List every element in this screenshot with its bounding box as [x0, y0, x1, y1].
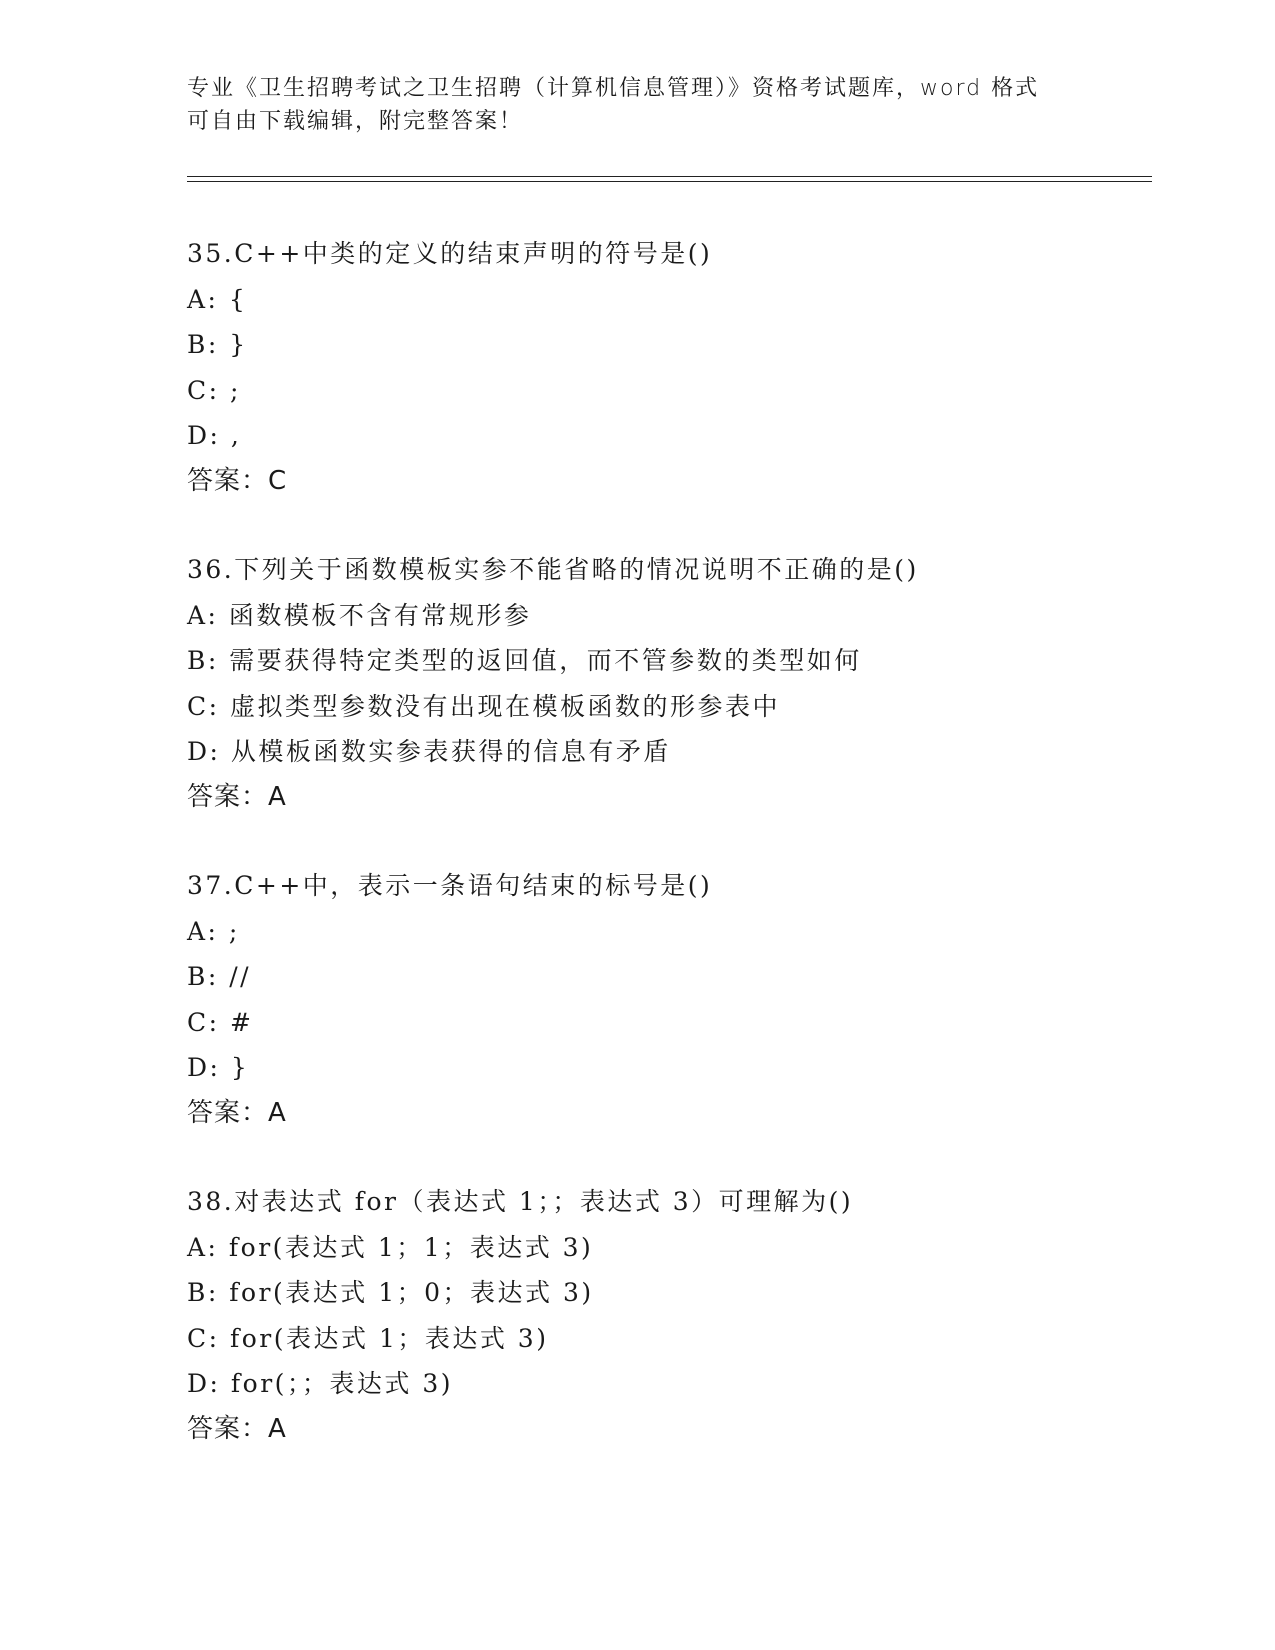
answer: 答案：A [187, 781, 287, 812]
option-c: C: ; [187, 375, 241, 405]
option-a: A: ; [187, 916, 240, 946]
question-stem: 37.C++中，表示一条语句结束的标号是() [187, 871, 713, 900]
question-35 [187, 231, 1147, 504]
answer: 答案：A [187, 1097, 287, 1128]
option-a: A: { [187, 284, 248, 314]
option-b: B: 需要获得特定类型的返回值，而不管参数的类型如何 [187, 646, 862, 675]
header-rule-top [187, 176, 1152, 177]
document-header [187, 72, 1087, 138]
answer: 答案：A [187, 1413, 287, 1444]
question-38 [187, 1179, 1147, 1452]
option-b: B: // [187, 962, 252, 991]
option-b: B: } [187, 330, 248, 359]
option-d: D: 从模板函数实参表获得的信息有矛盾 [187, 737, 671, 766]
option-c: C: for(表达式 1；表达式 3) [187, 1323, 549, 1353]
header-line-1: 专业《卫生招聘考试之卫生招聘（计算机信息管理）》资格考试题库，word 格式 [187, 76, 1040, 101]
option-d: D: , [187, 421, 242, 450]
option-c: C: # [187, 1007, 254, 1037]
option-b: B: for(表达式 1；0；表达式 3) [187, 1278, 594, 1307]
option-a: A: 函数模板不含有常规形参 [187, 600, 532, 630]
header-line-2: 可自由下载编辑，附完整答案！ [187, 109, 524, 134]
question-stem: 35.C++中类的定义的结束声明的符号是() [187, 239, 713, 268]
option-c: C: 虚拟类型参数没有出现在模板函数的形参表中 [187, 691, 780, 721]
question-stem: 38.对表达式 for（表达式 1；；表达式 3）可理解为() [187, 1187, 854, 1216]
answer: 答案：C [187, 465, 288, 496]
question-37 [187, 863, 1147, 1136]
option-d: D: } [187, 1053, 250, 1082]
option-a: A: for(表达式 1；1；表达式 3) [187, 1232, 594, 1262]
question-36 [187, 547, 1147, 820]
header-rule-bottom [187, 181, 1152, 182]
option-d: D: for(；；表达式 3) [187, 1369, 454, 1398]
question-stem: 36.下列关于函数模板实参不能省略的情况说明不正确的是() [187, 555, 919, 584]
